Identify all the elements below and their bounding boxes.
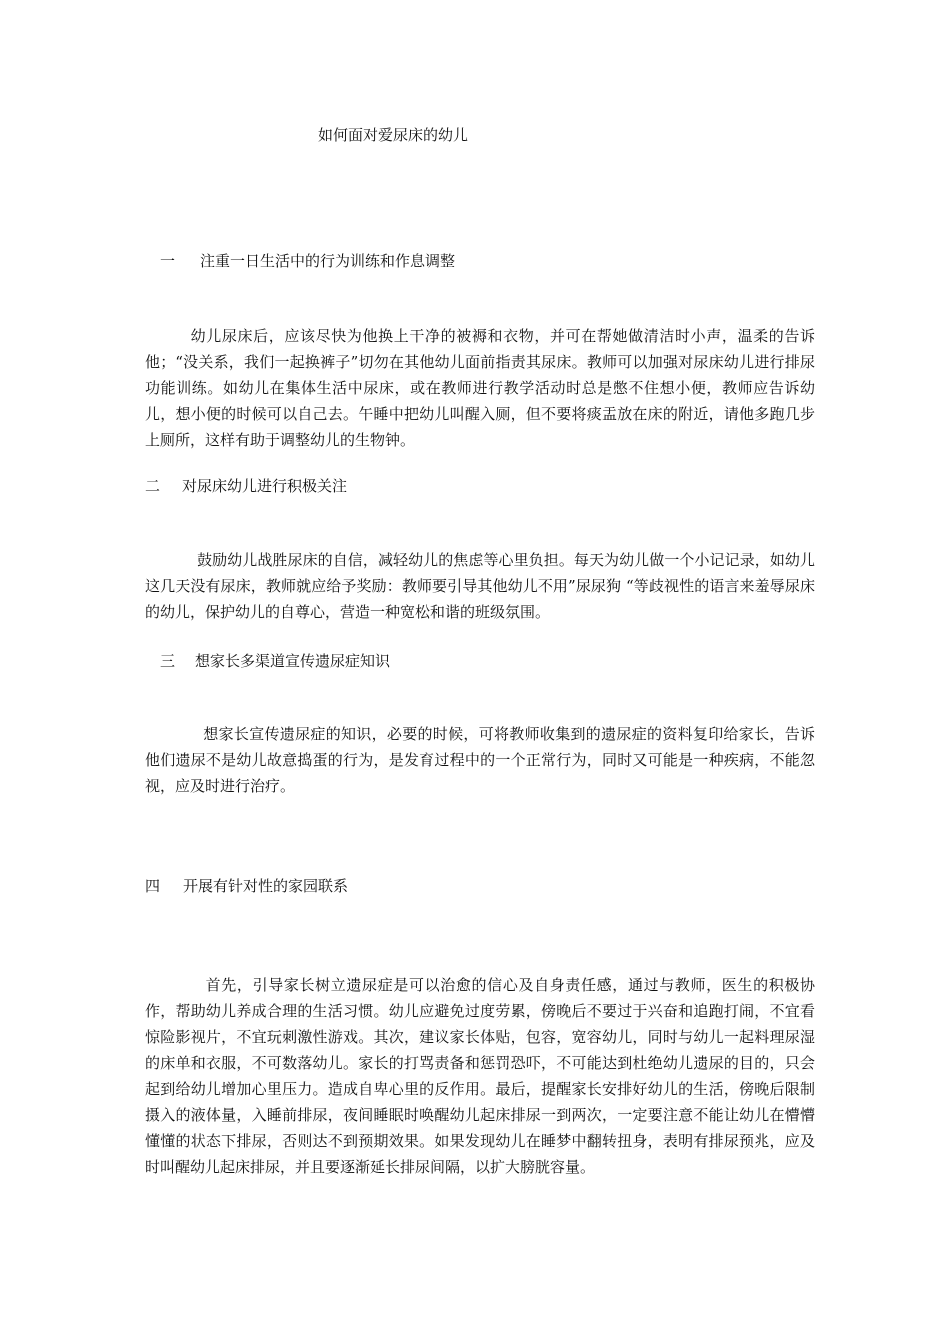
section-paragraph-4 (145, 972, 815, 1180)
section-number: 二 (145, 477, 161, 495)
section-heading-3 (160, 651, 390, 671)
section-heading-2 (145, 476, 347, 496)
section-heading-text: 对尿床幼儿进行积极关注 (182, 477, 348, 495)
section-heading-text: 开展有针对性的家园联系 (183, 877, 349, 895)
section-number: 四 (145, 877, 161, 895)
paragraph-text: 想家长宣传遗尿症的知识，必要的时候，可将教师收集到的遗尿症的资料复印给家长，告诉他们遗尿不是幼儿故意捣蛋的行为，是发育过程中的一个正常行为，同时又可能是一种疾病，不能忽视，应及时进行治疗。 (145, 725, 815, 795)
section-paragraph-2 (145, 547, 815, 625)
paragraph-text: 幼儿尿床后，应该尽快为他换上干净的被褥和衣物，并可在帮她做清洁时小声，温柔的告诉他；“没关系，我们一起换裤子”切勿在其他幼儿面前指责其尿床。教师可以加强对尿床幼儿进行排尿功能训练。如幼儿在集体生活中尿床，或在教师进行教学活动时总是憋不住想小便，教师应告诉幼儿，想小便的时候可以自己去。午睡中把幼儿叫醒入厕，但不要将痰盂放在床的附近，请他多跑几步上厕所，这样有助于调整幼儿的生物钟。 (145, 327, 815, 449)
paragraph-text: 首先，引导家长树立遗尿症是可以治愈的信心及自身责任感，通过与教师，医生的积极协作，帮助幼儿养成合理的生活习惯。幼儿应避免过度劳累，傍晚后不要过于兴奋和追跑打闹，不宜看惊险影视片，不宜玩刺激性游戏。其次，建议家长体贴，包容，宽容幼儿，同时与幼儿一起料理尿湿的床单和衣服，不可数落幼儿。家长的打骂责备和惩罚恐吓，不可能达到杜绝幼儿遗尿的目的，只会起到给幼儿增加心里压力。造成自卑心里的反作用。最后，提醒家长安排好幼儿的生活，傍晚后限制摄入的液体量，入睡前排尿，夜间睡眠时唤醒幼儿起床排尿一到两次，一定要注意不能让幼儿在懵懵懂懂的状态下排尿，否则达不到预期效果。如果发现幼儿在睡梦中翻转扭身，表明有排尿预兆，应及时叫醒幼儿起床排尿，并且要逐渐延长排尿间隔，以扩大膀胱容量。 (145, 976, 815, 1176)
section-heading-text: 注重一日生活中的行为训练和作息调整 (200, 252, 456, 270)
section-heading-4 (145, 876, 348, 896)
section-heading-text: 想家长多渠道宣传遗尿症知识 (195, 652, 391, 670)
section-heading-1 (160, 251, 455, 271)
section-number: 三 (160, 652, 176, 670)
section-paragraph-3 (145, 721, 815, 799)
section-number: 一 (160, 252, 176, 270)
section-paragraph-1 (145, 323, 815, 453)
paragraph-text: 鼓励幼儿战胜尿床的自信，减轻幼儿的焦虑等心里负担。每天为幼儿做一个小记记录，如幼儿这几天没有尿床，教师就应给予奖励：教师要引导其他幼儿不用”尿尿狗 “等歧视性的语言来羞辱尿床的幼儿，保护幼儿的自尊心，营造一种宽松和谐的班级氛围。 (145, 551, 815, 621)
document-title: 如何面对爱尿床的幼儿 (318, 126, 469, 144)
